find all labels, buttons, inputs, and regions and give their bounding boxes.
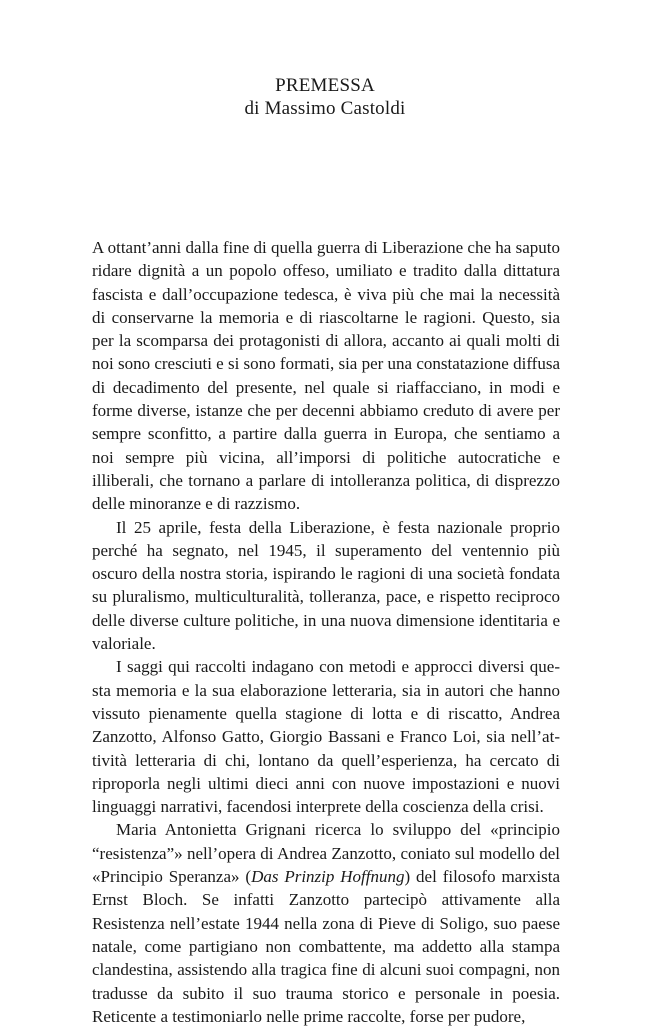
paragraph-4-part-1: Maria Antonietta Grignani ricerca lo sviluppo del «principio “resistenza”» nell’opera di Andrea Zanzotto, coniato sul modello del «Principio Speranza» ( [92,820,560,887]
chapter-title: PREMESSA [275,75,375,96]
paragraph-2: Il 25 aprile, festa della Liberazione, è festa nazionale proprio perché ha segnato, nel 1945, il superamento del ventennio più oscuro della nostra storia, ispirando le ragioni di una società fondata su pluralismo, multiculturalità, tolleranza, pace, e rispetto reciproco delle diverse culture politiche, in una nuova dimensione identitaria e valoriale. [92,517,560,654]
paragraph-1: A ottant’anni dalla fine di quella guerra di Liberazione che ha saputo ridare dignità a un popolo offeso, umiliato e tradito dalla dittatura fascista e dall’occupazione tedesca, è viva più che mai la necessità di conservarne la memoria e di riascoltarne le ragioni. Questo, sia per la scomparsa dei protagonisti di allora, accanto ai quali molti di noi sono cresciuti e si sono formati, sia per una constatazione diffusa di decadimento del presente, nel quale si riaffacciano, in modi e forme diverse, istanze che per decenni abbiamo creduto di avere per sempre sconfitto, a partire dalla guerra in Europa, che sentiamo a noi sempre più vicina, all’imporsi di politiche autocratiche e illiberali, che tornano a parlare di intolleranza politica, di disprezzo delle minoranze e di razzismo. [92,238,561,514]
chapter-author: di Massimo Castoldi [244,98,406,119]
paragraph-4-part-2: ) del filosofo marxista Ernst Bloch. Se infatti Zanzotto partecipò attivamente alla Resistenza nell’estate 1944 nella zona di Pieve di Soligo, suo paese natale, come partigiano non combattente, ma addetto alla stampa clandestina, assistendo alla tragica fine di alcuni suoi compagni, non tradusse da subito il suo trauma storico e personale in poesia. Reticente a testimoniarlo nelle prime raccolte, forse per pudore, [92,867,560,1026]
chapter-heading [0,74,650,120]
body-text [92,236,560,1028]
paragraph-4 [92,818,560,1028]
book-title-italic: Das Prinzip Hoffnung [251,867,405,887]
paragraph-3: I saggi qui raccolti indagano con metodi e approcci diversi questa memoria e la sua elaborazione letteraria, sia in autori che hanno vissuto pienamente quella stagione di lotta e di riscatto, Andrea Zanzotto, Alfonso Gatto, Giorgio Bassani e Franco Loi, sia nell’attività letteraria di chi, lontano da quell’esperienza, ha cercato di riproporla negli ultimi dieci anni con nuove impostazioni e nuovi linguaggi narrativi, facendosi interprete della coscienza della crisi. [92,657,560,817]
